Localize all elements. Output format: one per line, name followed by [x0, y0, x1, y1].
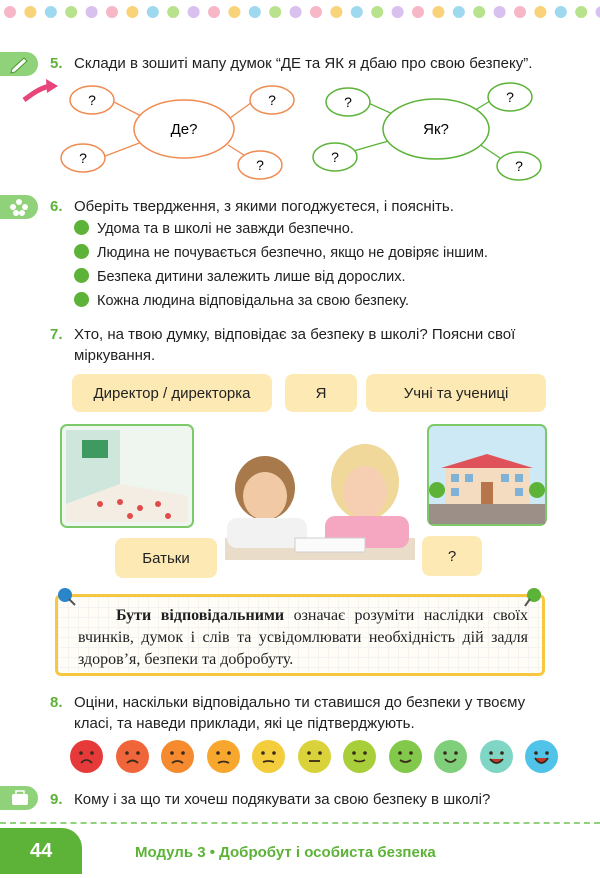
svg-text:?: ?	[515, 158, 523, 174]
decorative-dot	[65, 6, 77, 18]
emotion-face-crying-angry-icon[interactable]	[70, 740, 103, 773]
decorative-dots-border	[0, 0, 600, 28]
svg-text:?: ?	[344, 94, 352, 110]
task-text: Хто, на твою думку, відповідає за безпеку в школі? Поясни свої міркування.	[74, 326, 516, 364]
decorative-dot	[86, 6, 98, 18]
decorative-dot	[596, 6, 600, 18]
emotion-face-content-icon[interactable]	[343, 740, 376, 773]
svg-text:?: ?	[256, 157, 264, 173]
decorative-dot	[4, 6, 16, 18]
mindmaps	[60, 80, 560, 184]
task-text: Склади в зошиті мапу думок “ДЕ та ЯК я дбаю про свою безпеку”.	[74, 55, 533, 72]
decorative-dot	[453, 6, 465, 18]
decorative-dot	[534, 6, 546, 18]
briefcase-icon	[0, 786, 38, 810]
smiley-icon	[74, 268, 89, 283]
smiley-icon	[74, 292, 89, 307]
children-photo	[205, 430, 415, 560]
svg-text:Як?: Як?	[423, 121, 449, 138]
emotion-face-unhappy-icon[interactable]	[252, 740, 285, 773]
svg-text:?: ?	[79, 150, 87, 166]
emotion-face-angry-icon[interactable]	[161, 740, 194, 773]
group-icon	[0, 195, 38, 219]
pin-blue-icon	[56, 586, 78, 608]
decorative-dot	[473, 6, 485, 18]
arrow-icon	[20, 78, 60, 104]
classroom-image	[60, 424, 194, 528]
task-number: 5.	[50, 55, 63, 72]
decorative-dot	[167, 6, 179, 18]
speech-bubble-director: Директор / директорка	[72, 374, 272, 412]
decorative-dot	[432, 6, 444, 18]
decorative-dot	[269, 6, 281, 18]
decorative-dot	[330, 6, 342, 18]
footer-divider	[0, 822, 600, 824]
decorative-dot	[310, 6, 322, 18]
smiley-icon	[74, 220, 89, 235]
decorative-dot	[351, 6, 363, 18]
pencil-icon	[0, 52, 38, 76]
decorative-dot	[106, 6, 118, 18]
decorative-dot	[494, 6, 506, 18]
decorative-dot	[188, 6, 200, 18]
decorative-dot	[249, 6, 261, 18]
smiley-icon	[74, 244, 89, 259]
mindmap-where	[61, 86, 294, 179]
emotion-face-sad-icon[interactable]	[207, 740, 240, 773]
mindmap-how	[313, 83, 541, 180]
center-label: Де?	[170, 121, 198, 138]
decorative-dot	[575, 6, 587, 18]
school-image	[427, 424, 547, 526]
decorative-dot	[147, 6, 159, 18]
task-text: Оберіть твердження, з якими погоджуєтеся, і поясніть.	[74, 198, 454, 215]
svg-text:?: ?	[268, 92, 276, 108]
decorative-dot	[228, 6, 240, 18]
emotion-face-neutral-icon[interactable]	[298, 740, 331, 773]
decorative-dot	[290, 6, 302, 18]
decorative-dot	[392, 6, 404, 18]
task-text: Оціни, наскільки відповідально ти ставишся до безпеки у твоєму класі, та наведи приклади, які це підтверджують.	[74, 694, 526, 732]
decorative-dot	[126, 6, 138, 18]
emotion-face-happy-icon[interactable]	[434, 740, 467, 773]
task-number: 7.	[50, 326, 63, 343]
task-number: 8.	[50, 694, 63, 711]
task-number: 6.	[50, 198, 63, 215]
emotion-face-crying-icon[interactable]	[116, 740, 149, 773]
emotion-face-joyful-icon[interactable]	[525, 740, 558, 773]
statement: Удома та в школі не завжди безпечно.	[74, 218, 354, 240]
emotion-face-smile-icon[interactable]	[389, 740, 422, 773]
svg-text:?: ?	[506, 89, 514, 105]
emotion-scale	[70, 740, 558, 773]
decorative-dot	[45, 6, 57, 18]
svg-text:?: ?	[88, 92, 96, 108]
decorative-dot	[24, 6, 36, 18]
speech-bubble-students: Учні та учениці	[366, 374, 546, 412]
speech-bubble-unknown: ?	[422, 536, 482, 576]
page-number: 44	[0, 828, 82, 874]
task-number: 9.	[50, 791, 63, 808]
speech-bubble-parents: Батьки	[115, 538, 217, 578]
statement: Безпека дитини залежить лише від дорослих.	[74, 266, 406, 288]
decorative-dot	[555, 6, 567, 18]
decorative-dot	[412, 6, 424, 18]
speech-bubble-me: Я	[285, 374, 357, 412]
emotion-face-very-happy-icon[interactable]	[480, 740, 513, 773]
statement: Кожна людина відповідальна за свою безпеку.	[74, 290, 409, 312]
decorative-dot	[514, 6, 526, 18]
statement: Людина не почувається безпечно, якщо не довіряє іншим.	[74, 242, 488, 264]
decorative-dot	[371, 6, 383, 18]
svg-text:?: ?	[331, 149, 339, 165]
decorative-dot	[208, 6, 220, 18]
task-text: Кому і за що ти хочеш подякувати за свою безпеку в школі?	[74, 791, 491, 808]
footer-module-title: Модуль 3 • Добробут і особиста безпека	[135, 844, 436, 861]
definition-text: Бути відповідальними означає розуміти наслідки своїх вчинків, думок і слів та усвідомлювати необхідність дій задля здоров’я, безпеки та добробуту.	[78, 607, 528, 668]
